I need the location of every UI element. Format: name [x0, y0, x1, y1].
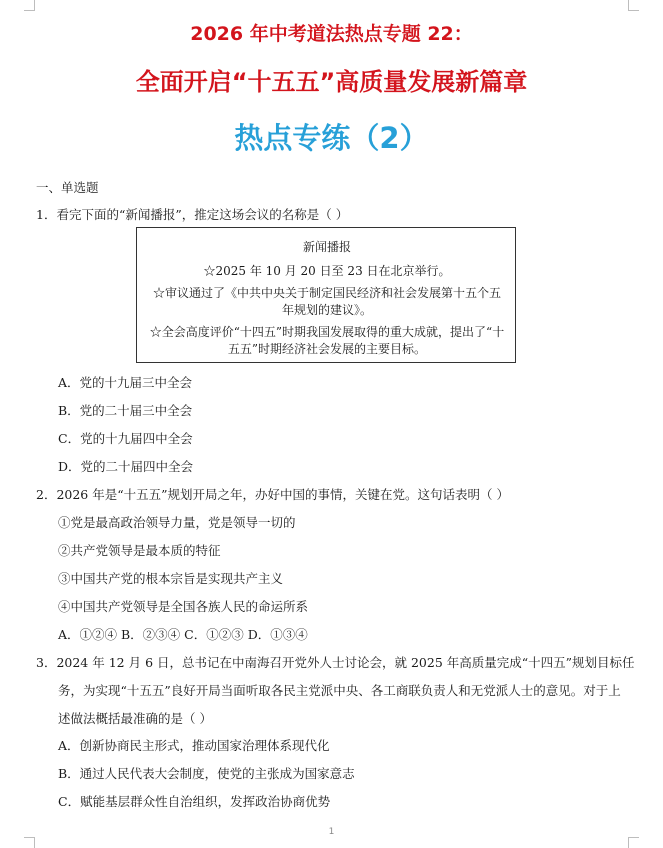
- q2-item-3: ③中国共产党的根本宗旨是实现共产主义: [58, 571, 284, 586]
- q3-stem-line3: 述做法概括最准确的是（ ）: [58, 711, 212, 726]
- crop-mark-bottom-left: [24, 837, 35, 848]
- q1-option-c[interactable]: C．党的十九届四中全会: [58, 431, 193, 446]
- q3-option-a[interactable]: A．创新协商民主形式，推动国家治理体系现代化: [58, 738, 330, 753]
- page-number: 1: [328, 827, 335, 837]
- q2-stem: 2．2026 年是“十五五”规划开局之年，办好中国的事情，关键在党。这句话表明（ ）: [36, 487, 509, 502]
- q3-stem-line2: 务，为实现“十五五”良好开局当面听取各民主党派中央、各工商联负责人和无党派人士的意见。对于上: [58, 683, 621, 698]
- q2-item-1: ①党是最高政治领导力量，党是领导一切的: [58, 515, 296, 530]
- news-box-line: ☆全会高度评价“十四五”时期我国发展取得的重大成就，提出了“十: [149, 325, 505, 339]
- q3-stem-line1: 3．2024 年 12 月 6 日，总书记在中南海召开党外人士讨论会，就 2025 年高质量完成“十四五”规划目标任: [36, 655, 635, 670]
- news-box-heading: 新闻播报: [302, 240, 351, 254]
- news-box: [136, 227, 516, 363]
- crop-mark-top-right: [628, 0, 639, 11]
- news-box-line: ☆2025 年 10 月 20 日至 23 日在北京举行。: [203, 264, 451, 278]
- q1-option-a[interactable]: A．党的十九届三中全会: [58, 375, 193, 390]
- q2-item-4: ④中国共产党领导是全国各族人民的命运所系: [58, 599, 309, 614]
- q3-option-b[interactable]: B．通过人民代表大会制度，使党的主张成为国家意志: [58, 766, 355, 781]
- doc-title-line1: 2026 年中考道法热点专题 22：: [190, 23, 473, 45]
- q1-stem: 1．看完下面的“新闻播报”，推定这场会议的名称是（ ）: [36, 207, 349, 222]
- section-title: 一、单选题: [36, 180, 99, 195]
- news-box-line: ☆审议通过了《中共中央关于制定国民经济和社会发展第十五个五: [152, 286, 501, 300]
- crop-mark-bottom-right: [628, 837, 639, 848]
- news-box-line: 五五”时期经济社会发展的主要目标。: [227, 342, 427, 356]
- doc-title-line3: 热点专练（2）: [234, 121, 429, 155]
- doc-title-line2: 全面开启“十五五”高质量发展新篇章: [135, 68, 528, 96]
- q1-option-d[interactable]: D．党的二十届四中全会: [58, 459, 194, 474]
- q3-option-c[interactable]: C．赋能基层群众性自治组织，发挥政治协商优势: [58, 794, 331, 809]
- news-box-line: 年规划的建议》。: [281, 303, 372, 317]
- q1-option-b[interactable]: B．党的二十届三中全会: [58, 403, 193, 418]
- crop-mark-top-left: [24, 0, 35, 11]
- q2-choices[interactable]: A．①②④ B．②③④ C．①②③ D．①③④: [58, 627, 308, 642]
- q2-item-2: ②共产党领导是最本质的特征: [58, 543, 221, 558]
